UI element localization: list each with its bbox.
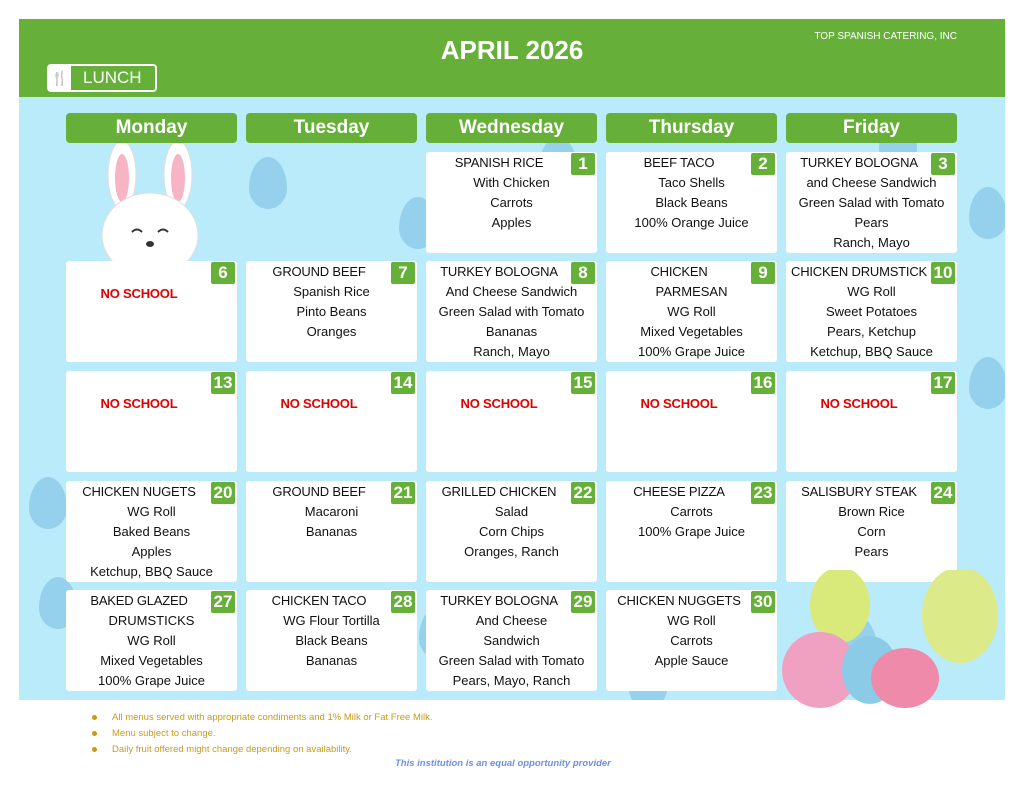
menu-item: 100% Grape Juice — [98, 673, 205, 688]
lunch-badge — [47, 64, 157, 92]
menu-item: Ranch, Mayo — [473, 344, 550, 359]
menu-item: Pears, Ketchup — [827, 324, 916, 339]
date-number: 30 — [751, 591, 775, 613]
date-number: 3 — [931, 153, 955, 175]
menu-item: Spanish Rice — [293, 284, 370, 299]
date-number: 7 — [391, 262, 415, 284]
menu-item: And Cheese Sandwich — [445, 284, 578, 299]
menu-item: BAKED GLAZED — [90, 593, 188, 608]
day-cell — [246, 261, 417, 362]
menu-item: Brown Rice — [838, 504, 905, 519]
menu-item: With Chicken — [473, 175, 550, 190]
menu-item: Ketchup, BBQ Sauce — [90, 564, 213, 579]
menu-item: Pears — [854, 215, 889, 230]
menu-item: Oranges — [306, 324, 357, 339]
egg-decoration — [249, 157, 287, 209]
menu-item: Sweet Potatoes — [825, 304, 918, 319]
menu-item: WG Roll — [127, 633, 176, 648]
day-cell — [426, 261, 597, 362]
no-school-label: NO SCHOOL — [820, 396, 898, 411]
menu-item: Ketchup, BBQ Sauce — [810, 344, 933, 359]
date-number: 13 — [211, 372, 235, 394]
menu-item: TURKEY BOLOGNA — [440, 264, 558, 279]
company-name: TOP SPANISH CATERING, INC — [814, 31, 957, 42]
menu-item: Apples — [131, 544, 172, 559]
menu-item: And Cheese — [475, 613, 548, 628]
menu-item: CHICKEN NUGETS — [82, 484, 196, 499]
no-school-label: NO SCHOOL — [280, 396, 358, 411]
day-header-thursday: Thursday — [606, 113, 777, 143]
menu-item: TURKEY BOLOGNA — [440, 593, 558, 608]
date-number: 8 — [571, 262, 595, 284]
menu-item: Pinto Beans — [296, 304, 367, 319]
date-number: 10 — [931, 262, 955, 284]
menu-item: 100% Grape Juice — [638, 344, 745, 359]
date-number: 1 — [571, 153, 595, 175]
menu-item: CHEESE PIZZA — [633, 484, 725, 499]
menu-item: Mixed Vegetables — [100, 653, 203, 668]
day-cell — [606, 261, 777, 362]
date-number: 17 — [931, 372, 955, 394]
menu-item: 100% Grape Juice — [638, 524, 745, 539]
date-number: 27 — [211, 591, 235, 613]
date-number: 29 — [571, 591, 595, 613]
menu-item: Black Beans — [295, 633, 368, 648]
date-number: 22 — [571, 482, 595, 504]
day-cell — [786, 152, 957, 253]
menu-item: Green Salad with Tomato — [438, 304, 585, 319]
menu-item: Green Salad with Tomato — [798, 195, 945, 210]
date-number: 9 — [751, 262, 775, 284]
menu-item: Black Beans — [655, 195, 728, 210]
note: Menu subject to change. — [92, 728, 433, 739]
date-number: 14 — [391, 372, 415, 394]
menu-item: Corn Chips — [478, 524, 545, 539]
menu-item: Mixed Vegetables — [640, 324, 743, 339]
menu-item: SALISBURY STEAK — [801, 484, 917, 499]
menu-item: CHICKEN NUGGETS — [617, 593, 741, 608]
date-number: 6 — [211, 262, 235, 284]
day-cell — [606, 481, 777, 582]
date-number: 20 — [211, 482, 235, 504]
menu-item: Bananas — [305, 524, 358, 539]
menu-item: WG Roll — [667, 613, 716, 628]
menu-item: Sandwich — [483, 633, 540, 648]
egg-decoration — [969, 187, 1005, 239]
day-cell — [426, 481, 597, 582]
menu-item: Corn — [857, 524, 886, 539]
date-number: 2 — [751, 153, 775, 175]
day-cell — [66, 371, 237, 472]
menu-item: TURKEY BOLOGNA — [800, 155, 918, 170]
day-cell — [786, 481, 957, 582]
menu-item: DRUMSTICKS — [108, 613, 195, 628]
date-number: 24 — [931, 482, 955, 504]
menu-item: CHICKEN — [650, 264, 708, 279]
menu-item: Carrots — [670, 633, 713, 648]
notes-list — [92, 712, 433, 760]
date-number: 23 — [751, 482, 775, 504]
menu-item: CHICKEN TACO — [271, 593, 367, 608]
note: Daily fruit offered might change depending on availability. — [92, 744, 433, 755]
menu-item: SPANISH RICE — [454, 155, 544, 170]
lunch-label: LUNCH — [83, 68, 142, 87]
menu-item: Baked Beans — [112, 524, 191, 539]
menu-item: GROUND BEEF — [272, 484, 366, 499]
day-cell — [606, 152, 777, 253]
menu-item: Bananas — [485, 324, 538, 339]
menu-item: Salad — [494, 504, 529, 519]
menu-item: BEEF TACO — [643, 155, 715, 170]
menu-item: PARMESAN — [655, 284, 728, 299]
day-cell — [246, 371, 417, 472]
menu-item: Carrots — [490, 195, 533, 210]
easter-eggs-illustration — [780, 570, 1005, 710]
menu-item: GROUND BEEF — [272, 264, 366, 279]
date-number: 15 — [571, 372, 595, 394]
date-number: 28 — [391, 591, 415, 613]
menu-item: Carrots — [670, 504, 713, 519]
menu-item: GRILLED CHICKEN — [441, 484, 557, 499]
day-cell — [66, 261, 237, 362]
day-cell — [426, 590, 597, 691]
egg-decoration — [969, 357, 1005, 409]
menu-item: Bananas — [305, 653, 358, 668]
egg-decoration — [29, 477, 67, 529]
menu-item: Apple Sauce — [654, 653, 729, 668]
menu-item: WG Roll — [847, 284, 896, 299]
day-cell — [426, 371, 597, 472]
note: All menus served with appropriate condiments and 1% Milk or Fat Free Milk. — [92, 712, 433, 723]
menu-item: Apples — [491, 215, 532, 230]
menu-item: and Cheese Sandwich — [806, 175, 937, 190]
equal-opportunity-statement: This institution is an equal opportunity provider — [395, 758, 611, 769]
date-number: 21 — [391, 482, 415, 504]
day-header-wednesday: Wednesday — [426, 113, 597, 143]
fork-icon: 🍴 — [49, 66, 71, 90]
day-cell — [606, 371, 777, 472]
day-header-monday: Monday — [66, 113, 237, 143]
no-school-label: NO SCHOOL — [640, 396, 718, 411]
menu-item: WG Roll — [127, 504, 176, 519]
menu-item: Taco Shells — [658, 175, 725, 190]
header-banner — [19, 19, 1005, 97]
day-cell — [786, 261, 957, 362]
menu-item: WG Roll — [667, 304, 716, 319]
menu-item: Oranges, Ranch — [464, 544, 559, 559]
no-school-label: NO SCHOOL — [460, 396, 538, 411]
day-cell — [426, 152, 597, 253]
day-header-friday: Friday — [786, 113, 957, 143]
day-header-tuesday: Tuesday — [246, 113, 417, 143]
day-cell — [66, 481, 237, 582]
menu-item: 100% Orange Juice — [634, 215, 749, 230]
menu-item: Pears, Mayo, Ranch — [452, 673, 571, 688]
day-cell — [786, 371, 957, 472]
menu-item: Green Salad with Tomato — [438, 653, 585, 668]
day-cell — [246, 590, 417, 691]
menu-item: CHICKEN DRUMSTICK — [791, 264, 927, 279]
day-cell — [66, 590, 237, 691]
page-title: APRIL 2026 — [440, 35, 584, 65]
day-cell — [606, 590, 777, 691]
menu-item: WG Flour Tortilla — [283, 613, 380, 628]
day-cell — [246, 481, 417, 582]
no-school-label: NO SCHOOL — [100, 286, 178, 301]
no-school-label: NO SCHOOL — [100, 396, 178, 411]
date-number: 16 — [751, 372, 775, 394]
menu-item: Pears — [854, 544, 889, 559]
menu-item: Macaroni — [304, 504, 359, 519]
bunny-illustration — [80, 140, 220, 265]
menu-item: Ranch, Mayo — [833, 235, 910, 250]
